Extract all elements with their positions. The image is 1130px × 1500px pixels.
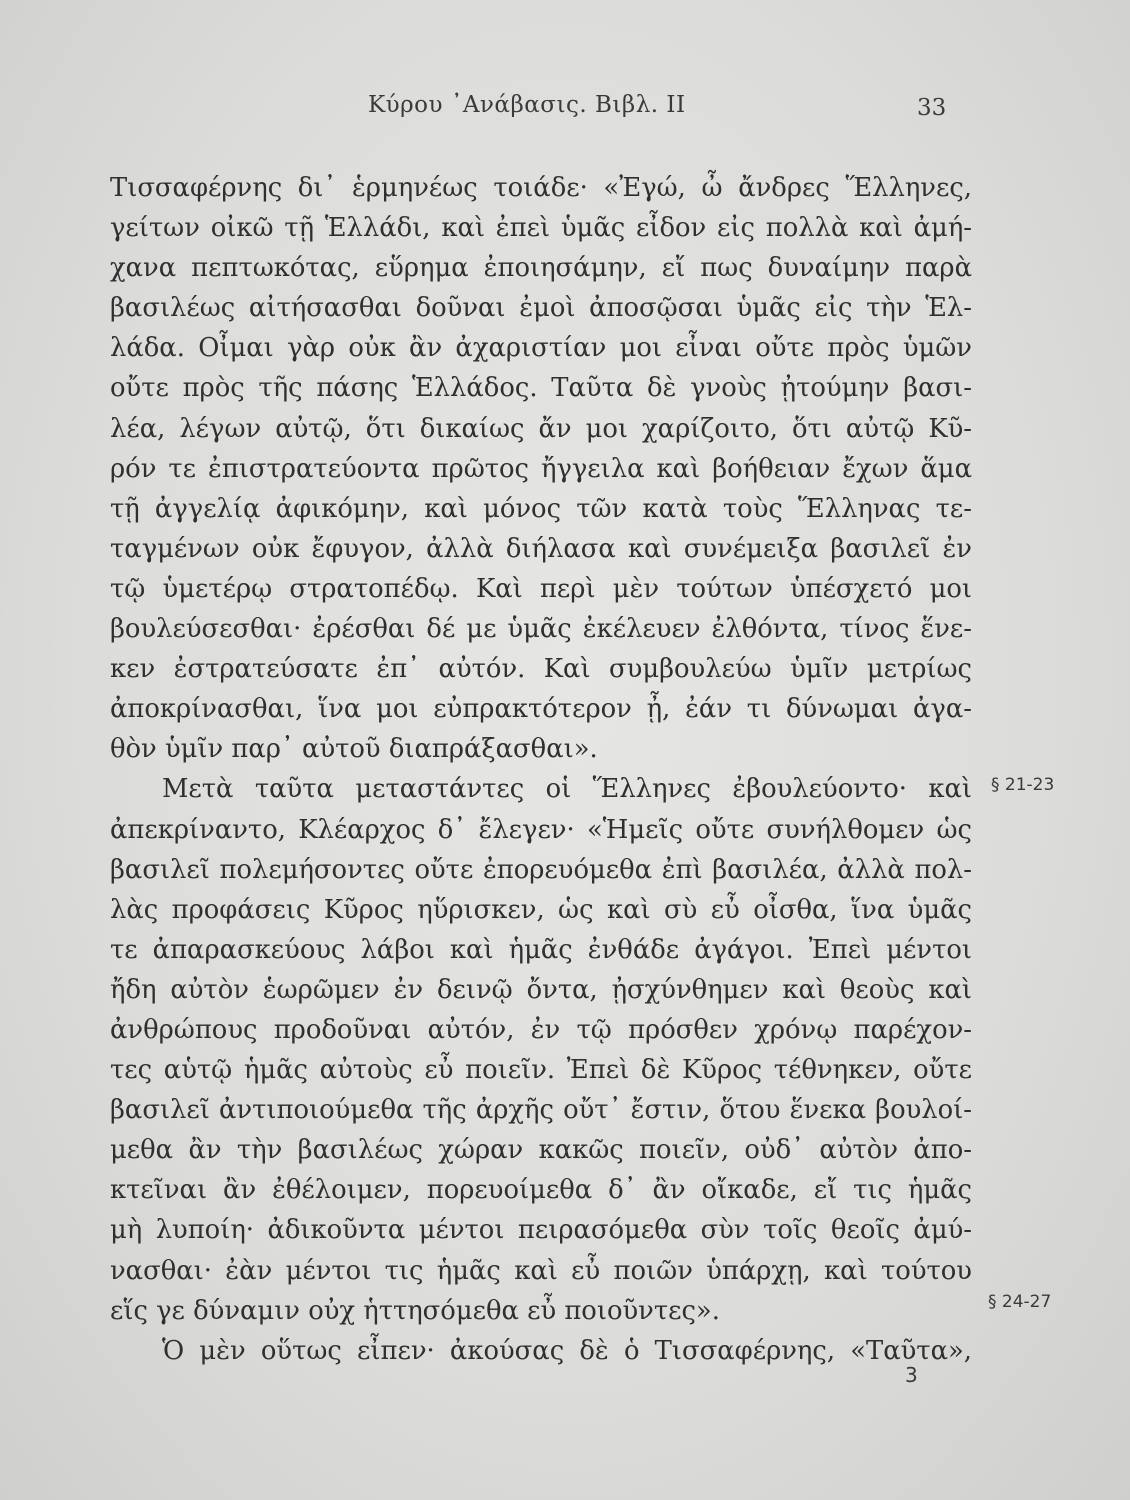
text-line: λάδα. Οἶμαι γὰρ οὐκ ἂν ἀχαριστίαν μοι εἶναι οὔτε πρὸς ὑμῶν [110,333,972,364]
text-line: λέα, λέγων αὐτῷ, ὅτι δικαίως ἄν μοι χαρίζοιτο, ὅτι αὐτῷ Κῦ- [110,413,972,444]
text-line: βασιλεῖ πολεμήσοντες οὔτε ἐπορευόμεθα ἐπὶ βασιλέα, ἀλλὰ πολ- [110,854,972,885]
text-line: τες αὑτῷ ἡμᾶς αὐτοὺς εὖ ποιεῖν. Ἐπεὶ δὲ Κῦρος τέθνηκεν, οὔτε [110,1055,972,1086]
text-line: χανα πεπτωκότας, εὕρημα ἐποιησάμην, εἴ πως δυναίμην παρὰ [110,253,972,284]
text-line: τε ἀπαρασκεύους λάβοι καὶ ἡμᾶς ἐνθάδε ἀγάγοι. Ἐπεὶ μέντοι [110,934,972,965]
text-line: λὰς προφάσεις Κῦρος ηὕρισκεν, ὡς καὶ σὺ εὖ οἶσθα, ἵνα ὑμᾶς [110,894,972,925]
text-line: μεθα ἂν τὴν βασιλέως χώραν κακῶς ποιεῖν, οὐδ᾿ αὐτὸν ἀπο- [110,1135,972,1166]
text-line: γείτων οἰκῶ τῇ Ἑλλάδι, καὶ ἐπεὶ ὑμᾶς εἶδον εἰς πολλὰ καὶ ἀμή- [110,213,972,244]
body-text [110,168,972,1371]
text-line: ἀνθρώπους προδοῦναι αὐτόν, ἐν τῷ πρόσθεν χρόνῳ παρέχον- [110,1014,972,1045]
text-line: μὴ λυποίη· ἀδικοῦντα μέντοι πειρασόμεθα σὺν τοῖς θεοῖς ἀμύ- [110,1215,972,1246]
text-line: ἀπεκρίναντο, Κλέαρχος δ᾿ ἔλεγεν· «Ἡμεῖς οὔτε συνήλθομεν ὡς [110,814,972,845]
text-line: βουλεύσεσθαι· ἐρέσθαι δέ με ὑμᾶς ἐκέλευεν ἐλθόντα, τίνος ἕνε- [110,614,972,645]
text-line: οὔτε πρὸς τῆς πάσης Ἑλλάδος. Ταῦτα δὲ γνοὺς ᾐτούμην βασι- [110,373,972,404]
text-line: Μετὰ ταῦτα μεταστάντες οἱ Ἕλληνες ἐβουλεύοντο· καὶ [162,774,972,805]
text-line: κεν ἐστρατεύσατε ἐπ᾿ αὐτόν. Καὶ συμβουλεύω ὑμῖν μετρίως [110,654,972,685]
text-line: τῇ ἀγγελίᾳ ἀφικόμην, καὶ μόνος τῶν κατὰ τοὺς Ἕλληνας τε- [110,493,972,524]
margin-section-ref: § 21-23 [991,775,1055,795]
text-line: βασιλεῖ ἀντιποιούμεθα τῆς ἀρχῆς οὔτ᾿ ἔστιν, ὅτου ἕνεκα βουλοί- [110,1095,972,1126]
text-line: Τισσαφέρνης δι᾿ ἑρμηνέως τοιάδε· «Ἐγώ, ὦ ἄνδρες Ἕλληνες, [110,173,972,203]
text-line: κτεῖναι ἂν ἐθέλοιμεν, πορευοίμεθα δ᾿ ἂν οἴκαδε, εἴ τις ἡμᾶς [110,1175,972,1206]
margin-section-ref: § 24-27 [988,1292,1052,1312]
text-line: ἤδη αὐτὸν ἑωρῶμεν ἐν δεινῷ ὄντα, ᾐσχύνθημεν καὶ θεοὺς καὶ [110,974,972,1005]
running-head: Κύρου ᾿Ανάβασις. Βιβλ. II [368,92,686,118]
text-line: ἀποκρίνασθαι, ἵνα μοι εὐπρακτότερον ᾖ, ἐάν τι δύνωμαι ἀγα- [110,694,972,725]
text-line: ρόν τε ἐπιστρατεύοντα πρῶτος ἤγγειλα καὶ βοήθειαν ἔχων ἅμα [110,453,972,484]
signature-mark: 3 [905,1363,918,1387]
text-line: νασθαι· ἐὰν μέντοι τις ἡμᾶς καὶ εὖ ποιῶν ὑπάρχῃ, καὶ τούτου [110,1255,972,1286]
text-line: βασιλέως αἰτήσασθαι δοῦναι ἐμοὶ ἀποσῷσαι ὑμᾶς εἰς τὴν Ἑλ- [110,293,972,324]
text-line: θὸν ὑμῖν παρ᾿ αὐτοῦ διαπράξασθαι». [110,734,598,765]
text-line: ταγμένων οὐκ ἔφυγον, ἀλλὰ διήλασα καὶ συνέμειξα βασιλεῖ ἐν [110,533,972,564]
page-number: 33 [917,95,947,121]
text-line: Ὁ μὲν οὕτως εἶπεν· ἀκούσας δὲ ὁ Τισσαφέρνης, «Ταῦτα», [162,1335,972,1366]
text-line: εἵς γε δύναμιν οὐχ ἡττησόμεθα εὖ ποιοῦντες». [110,1295,720,1326]
text-line: τῷ ὑμετέρῳ στρατοπέδῳ. Καὶ περὶ μὲν τούτων ὑπέσχετό μοι [110,573,972,604]
